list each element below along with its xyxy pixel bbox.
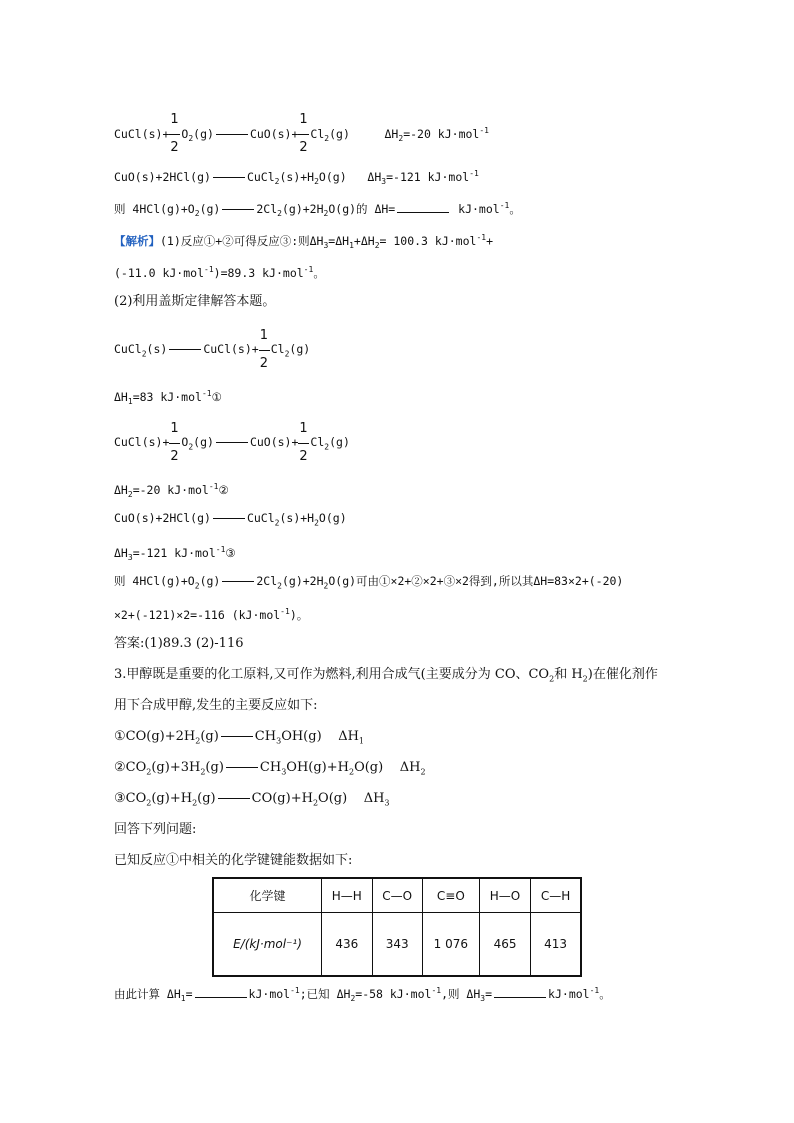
analysis-line: (2)利用盖斯定律解答本题。 xyxy=(114,294,276,309)
equation-line: CuCl(s)+ $\frac{1}{2}$ $O_2(g)$ CuO(s)+ $\frac{1}{2}$ $Cl_2(g)$ xyxy=(114,420,350,464)
reaction-arrow xyxy=(222,581,254,582)
reaction-arrow xyxy=(169,349,201,350)
final-question-line: 由此计算 $\Delta H_1= kJ\cdot mol^{-1}$;已知 $\Delta H_2=-58$ kJ·mol$^{-1}$,则 $\Delta H_3= kJ\cdot mol^{-1}$。 xyxy=(114,986,611,1004)
table-cell: 465 xyxy=(479,913,530,977)
table-header-cell: 化学键 xyxy=(213,878,322,913)
table-header-row xyxy=(213,878,581,913)
analysis-line: (-11.0 kJ·mol$^{-1}$)=89.3 kJ·mol$^{-1}$。 xyxy=(114,265,325,280)
question3-line: 用下合成甲醇,发生的主要反应如下: xyxy=(114,698,318,713)
answer-blank xyxy=(195,987,247,998)
equation-line: CuCl(s)+ $\frac{1}{2}$ $O_2(g)$ CuO(s)+ $\frac{1}{2}$ $Cl_2(g)$ $\Delta H_2=-20$ kJ·mol$^{-1}$ xyxy=(114,112,489,156)
table-header-cell: C—H xyxy=(531,878,581,913)
answer-blank xyxy=(397,202,449,213)
fraction: $\frac{1}{2}$ xyxy=(170,112,179,156)
fraction: $\frac{1}{2}$ xyxy=(170,420,179,464)
table-intro: 已知反应①中相关的化学键键能数据如下: xyxy=(114,853,353,868)
table-header-cell: H—O xyxy=(479,878,530,913)
table-cell: 436 xyxy=(322,913,373,977)
eq-text: CuCl(s)+ xyxy=(114,126,170,141)
reaction-arrow xyxy=(221,736,253,737)
answer-blank xyxy=(494,987,546,998)
question-line: 则 $4HCl(g)+O_2(g)$ $2Cl_2(g)+2H_2O(g)$的 ΔH= kJ·mol$^{-1}$。 xyxy=(114,201,521,219)
equation-line: CuCl$_2$(s) CuCl(s)+ $\frac{1}{2}$ $Cl_2(g)$ xyxy=(114,327,311,371)
bond-energy-table xyxy=(212,877,582,977)
dh-line: $\Delta H_2=-20$ kJ·mol$^{-1}$② xyxy=(114,482,229,500)
table-header-cell: C≡O xyxy=(422,878,479,913)
reaction-2: $②CO_2(g)+3H_2(g)$ $CH_3OH(g)+H_2O(g)$ $\Delta H_2$ xyxy=(114,760,426,777)
prompt-line: 回答下列问题: xyxy=(114,822,197,837)
calc-line: ×2+(-121)×2=-116 (kJ·mol$^{-1}$)。 xyxy=(114,607,309,622)
table-header-cell: C—O xyxy=(372,878,422,913)
fraction: $\frac{1}{2}$ xyxy=(299,112,308,156)
fraction: $\frac{1}{2}$ xyxy=(259,327,268,371)
table-cell: 343 xyxy=(372,913,422,977)
calc-line: 则 $4HCl(g)+O_2(g)$ $2Cl_2(g)+2H_2O(g)$可由①×2+②×2+③×2得到,所以其ΔH=83×2+(-20) xyxy=(114,574,624,591)
reaction-arrow xyxy=(213,518,245,519)
analysis-tag: 【解析】 xyxy=(114,233,160,248)
reaction-3: $③CO_2(g)+H_2(g)$ $CO(g)+H_2O(g)$ $\Delta H_3$ xyxy=(114,791,390,808)
question3-line: 3.甲醇既是重要的化工原料,又可作为燃料,利用合成气(主要成分为 CO、$CO_2$和 $H_2$)在催化剂作 xyxy=(114,667,658,684)
reaction-arrow xyxy=(222,209,254,210)
fraction: $\frac{1}{2}$ xyxy=(299,420,308,464)
reaction-arrow xyxy=(213,177,245,178)
answer-line: 答案:(1)89.3 (2)-116 xyxy=(114,636,244,651)
reaction-arrow xyxy=(226,767,258,768)
reaction-arrow xyxy=(218,798,250,799)
reaction-arrow xyxy=(216,442,248,443)
table-header-cell: H—H xyxy=(322,878,373,913)
equation-line: CuO(s)+2HCl(g) $CuCl_2(s)+H_2O(g)$ $\Delta H_3=-121$ kJ·mol$^{-1}$ xyxy=(114,169,479,187)
dh-line: $\Delta H_1=83$ kJ·mol$^{-1}$① xyxy=(114,389,222,407)
table-row-label: E/(kJ·mol⁻¹) xyxy=(213,913,322,977)
reaction-1: $①CO(g)+2H_2(g)$ $CH_3OH(g)$ $\Delta H_1$ xyxy=(114,729,365,746)
dh-line: $\Delta H_3=-121$ kJ·mol$^{-1}$③ xyxy=(114,545,236,563)
equation-line: CuO(s)+2HCl(g) $CuCl_2(s)+H_2O(g)$ xyxy=(114,511,347,528)
table-row xyxy=(213,913,581,977)
analysis-line: 【解析】(1)反应①+②可得反应③:则$\Delta H_3=\Delta H_1+\Delta H_2= 100.3$ kJ·mol$^{-1}$+ xyxy=(114,233,494,251)
reaction-arrow xyxy=(216,134,248,135)
table-cell: 413 xyxy=(531,913,581,977)
table-cell: 1 076 xyxy=(422,913,479,977)
